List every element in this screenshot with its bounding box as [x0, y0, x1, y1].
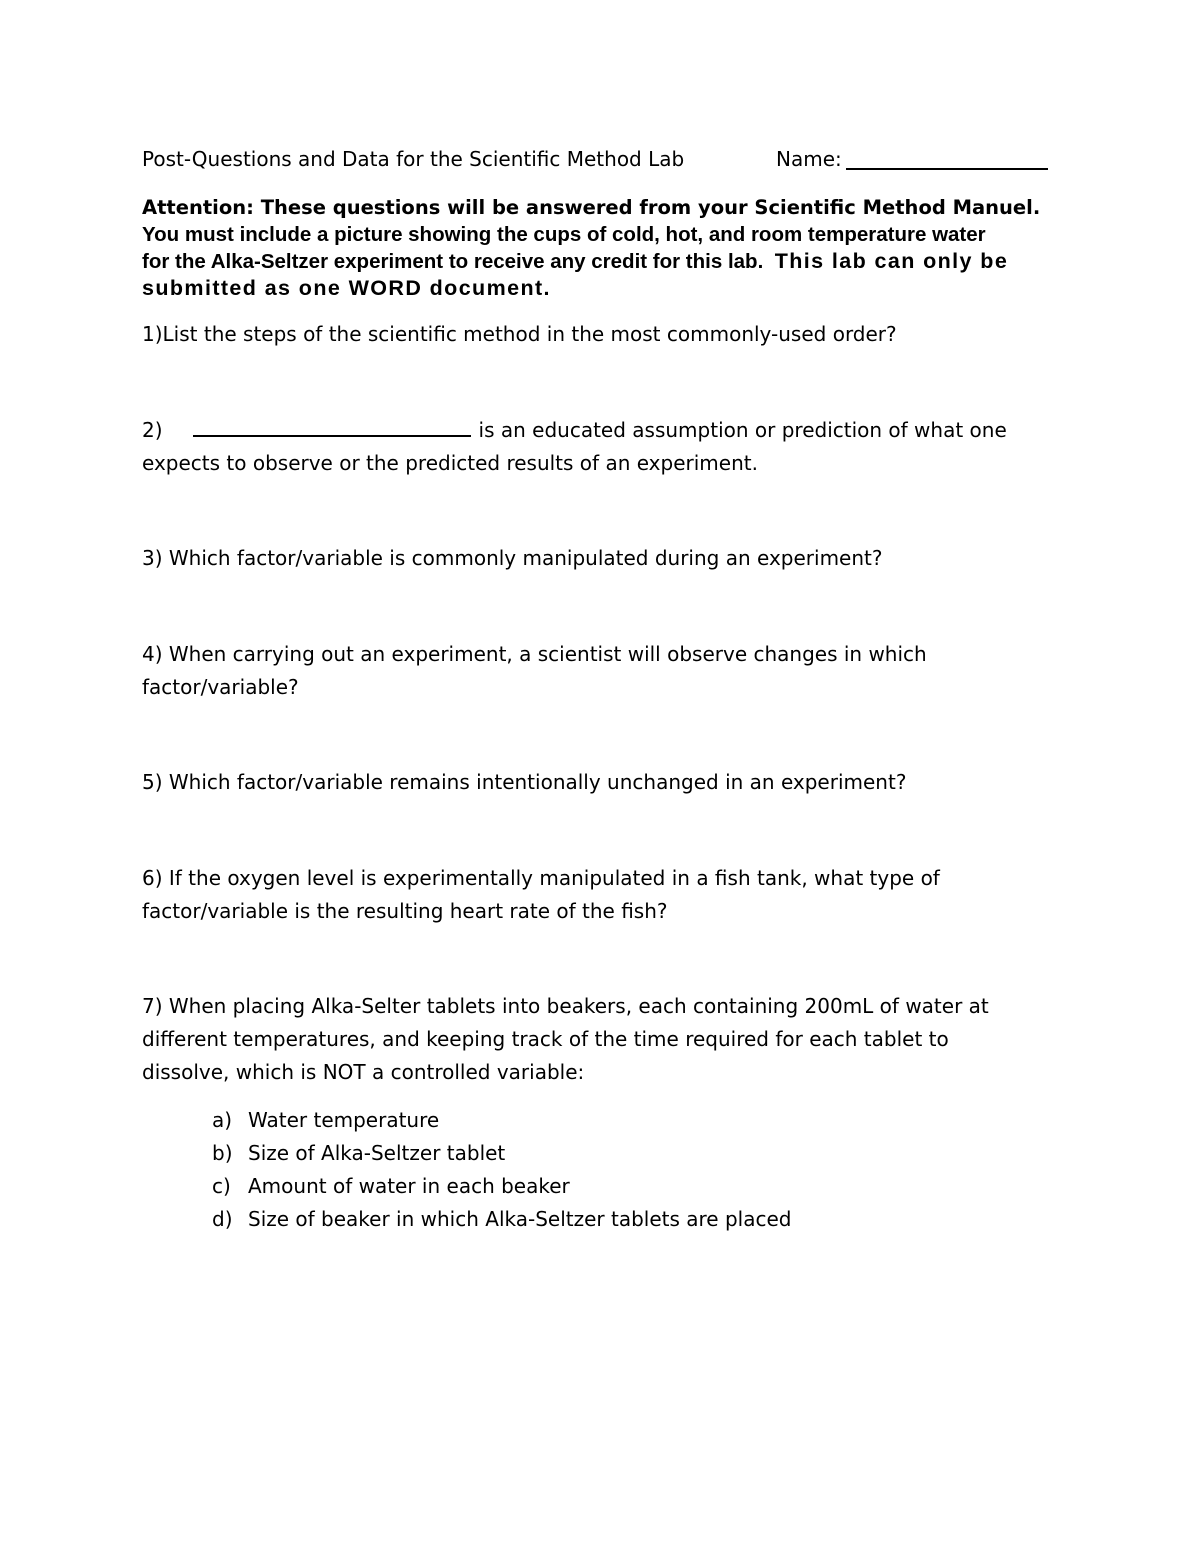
attention-line-2: You must include a picture showing the cups of cold, hot, and room temperature water — [142, 223, 986, 246]
attention-notice — [142, 194, 1062, 302]
question-2-number: 2) — [142, 418, 163, 442]
name-label: Name: — [776, 147, 842, 171]
question-4-line-1: 4) When carrying out an experiment, a scientist will observe changes in which — [142, 642, 927, 666]
choice-letter: b) — [212, 1141, 233, 1165]
question-2-rest: is an educated assumption or prediction of what one — [478, 418, 1007, 442]
question-2-line-1 — [142, 414, 1062, 447]
choice-text: Amount of water in each beaker — [248, 1174, 570, 1198]
question-2 — [142, 414, 1062, 480]
attention-line-1: Attention: These questions will be answered from your Scientific Method Manuel. — [142, 196, 1041, 219]
question-2-answer-blank — [193, 415, 471, 437]
name-blank-line — [846, 144, 1048, 170]
question-7 — [142, 990, 1062, 1089]
question-4-line-2: factor/variable? — [142, 675, 299, 699]
choice-c — [212, 1170, 791, 1203]
choice-text: Size of beaker in which Alka-Seltzer tablets are placed — [248, 1207, 792, 1231]
attention-line-4: submitted as one WORD document. — [142, 276, 551, 300]
question-2-line-2: expects to observe or the predicted results of an experiment. — [142, 451, 758, 475]
attention-line-3 — [142, 248, 1062, 275]
choice-letter: d) — [212, 1207, 233, 1231]
question-3-text: 3) Which factor/variable is commonly manipulated during an experiment? — [142, 546, 883, 570]
question-7-choices — [212, 1104, 791, 1236]
attention-line-3b: This lab can only be — [774, 249, 1009, 273]
question-5-text: 5) Which factor/variable remains intentionally unchanged in an experiment? — [142, 770, 907, 794]
choice-d — [212, 1203, 791, 1236]
question-1 — [142, 318, 1062, 351]
question-4 — [142, 638, 1062, 704]
question-3 — [142, 542, 1062, 575]
question-5 — [142, 766, 1062, 799]
attention-line-3a: for the Alka-Seltzer experiment to receive any credit for this lab. — [142, 250, 764, 273]
question-6 — [142, 862, 1062, 928]
question-1-text: 1)List the steps of the scientific method in the most commonly-used order? — [142, 322, 897, 346]
question-7-line-3: dissolve, which is NOT a controlled variable: — [142, 1060, 585, 1084]
choice-text: Water temperature — [248, 1108, 440, 1132]
choice-text: Size of Alka-Seltzer tablet — [248, 1141, 506, 1165]
question-6-line-2: factor/variable is the resulting heart rate of the fish? — [142, 899, 668, 923]
question-7-line-1: 7) When placing Alka-Selter tablets into beakers, each containing 200mL of water at — [142, 994, 989, 1018]
choice-letter: a) — [212, 1108, 233, 1132]
document-title: Post-Questions and Data for the Scientific Method Lab — [142, 147, 685, 171]
document-header — [142, 144, 1052, 174]
question-7-line-2: different temperatures, and keeping track of the time required for each tablet to — [142, 1027, 949, 1051]
choice-letter: c) — [212, 1174, 231, 1198]
choice-b — [212, 1137, 791, 1170]
choice-a — [212, 1104, 791, 1137]
question-6-line-1: 6) If the oxygen level is experimentally manipulated in a fish tank, what type of — [142, 866, 940, 890]
